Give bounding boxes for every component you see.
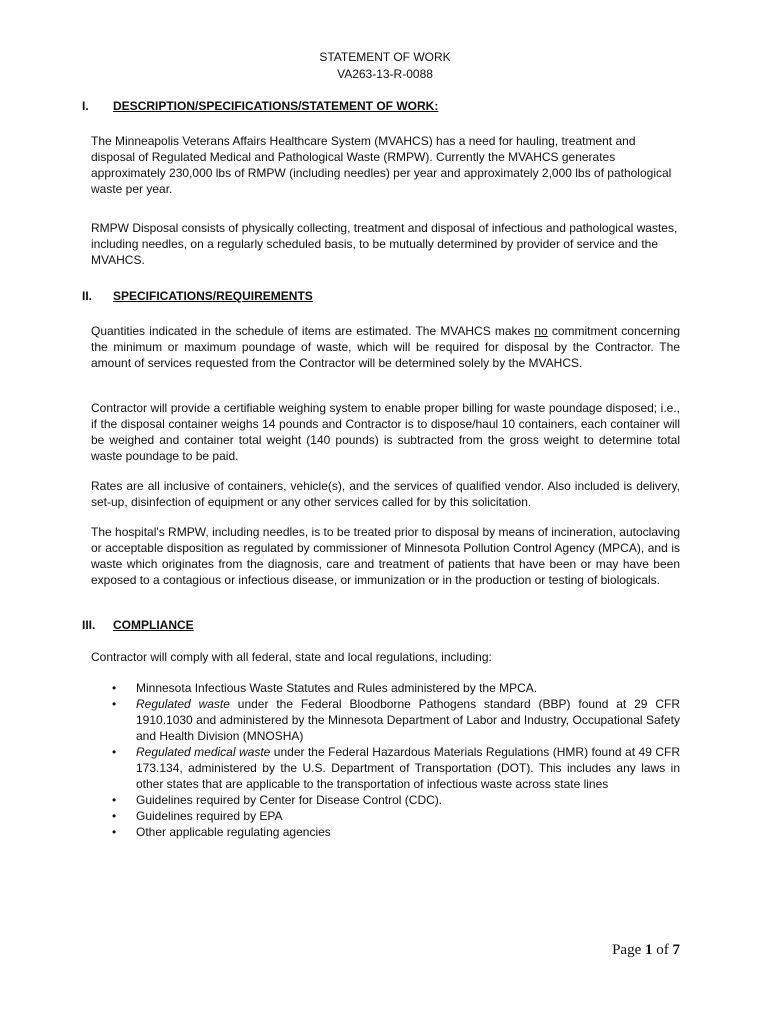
list-item: • Guidelines required by EPA <box>112 809 283 823</box>
compliance-list <box>91 680 680 840</box>
section-1-paragraph-1: The Minneapolis Veterans Affairs Healthcare System (MVAHCS) has a need for hauling, treatment and disposal of Regulated Medical and Pathological Waste (RMPW). Currently the MVAHCS generates approximately 230,000 lbs of RMPW (including needles) per year and approximately 2,000 lbs of pathological waste per year. <box>91 134 672 196</box>
solicitation-number: VA263-13-R-0088 <box>337 67 433 81</box>
section-2-heading: SPECIFICATIONS/REQUIREMENTS <box>113 289 313 303</box>
page-number-footer: Page 1 of 7 <box>612 942 680 958</box>
section-2-paragraph-4: The hospital's RMPW, including needles, is to be treated prior to disposal by means of incineration, autoclaving or acceptable disposition as regulated by commissioner of Minnesota Pollution Control Agency (MPCA), and is waste which originates from the diagnosis, care and treatment of patients that have been or may have been exposed to a contagious or infectious disease, or immunization or in the production or testing of biologicals. <box>91 525 680 587</box>
p1-before: Quantities indicated in the schedule of items are estimated. The MVAHCS makes <box>91 324 535 338</box>
section-1-heading: DESCRIPTION/SPECIFICATIONS/STATEMENT OF WORK: <box>113 99 439 113</box>
bullet-icon: • <box>112 793 117 807</box>
current-page: 1 <box>645 942 653 958</box>
section-2-paragraph-1 <box>91 323 680 371</box>
p1-underlined-no: no <box>534 324 548 338</box>
bullet-icon: • <box>112 697 117 711</box>
bullet-icon: • <box>112 745 117 759</box>
section-3-number: III. <box>82 618 96 632</box>
list-item: • Guidelines required by Center for Disease Control (CDC). <box>112 793 443 807</box>
bullet-icon: • <box>112 681 117 695</box>
section-1-number: I. <box>82 99 89 113</box>
section-3-heading: COMPLIANCE <box>113 618 194 632</box>
total-pages: 7 <box>672 942 680 958</box>
list-item: • Regulated waste under the Federal Bloodborne Pathogens standard (BBP) found at 29 CFR 1910.1030 and administered by the Minnesota Department of Labor and Industry, Occupational Safety and Health Division (MNOSHA) <box>112 697 680 743</box>
bullet-icon: • <box>112 825 117 839</box>
section-1-paragraph-2: RMPW Disposal consists of physically collecting, treatment and disposal of infectious and pathological wastes, including needles, on a regularly scheduled basis, to be mutually determined by provider of service and the MVAHCS. <box>91 221 678 267</box>
p1-after: commitment concerning the minimum or maximum poundage of waste, which will be required for disposal by the Contractor. The amount of services requested from the Contractor will be determined solely by the MVAHCS. <box>91 324 680 370</box>
list-item: • Minnesota Infectious Waste Statutes and Rules administered by the MPCA. <box>112 681 538 695</box>
section-2-number: II. <box>82 289 93 303</box>
bullet-icon: • <box>112 809 117 823</box>
section-2-paragraph-3: Rates are all inclusive of containers, vehicle(s), and the services of qualified vendor. Also included is delivery, set-up, disinfection of equipment or any other services called for by this solicitation. <box>91 479 680 509</box>
list-item: • Regulated medical waste under the Federal Hazardous Materials Regulations (HMR) found at 49 CFR 173.134, administered by the U.S. Department of Transportation (DOT). This includes any laws in other states that are applicable to the transportation of infectious waste across state lines <box>112 745 680 791</box>
section-2-paragraph-2: Contractor will provide a certifiable weighing system to enable proper billing for waste poundage disposed; i.e., if the disposal container weighs 14 pounds and Contractor is to dispose/haul 10 containers, each container will be weighed and container total weight (140 pounds) is subtracted from the gross weight to determine total waste poundage to be paid. <box>91 401 680 463</box>
section-3-intro: Contractor will comply with all federal, state and local regulations, including: <box>91 650 492 664</box>
list-item: • Other applicable regulating agencies <box>112 825 331 839</box>
document-title: STATEMENT OF WORK <box>319 50 451 64</box>
